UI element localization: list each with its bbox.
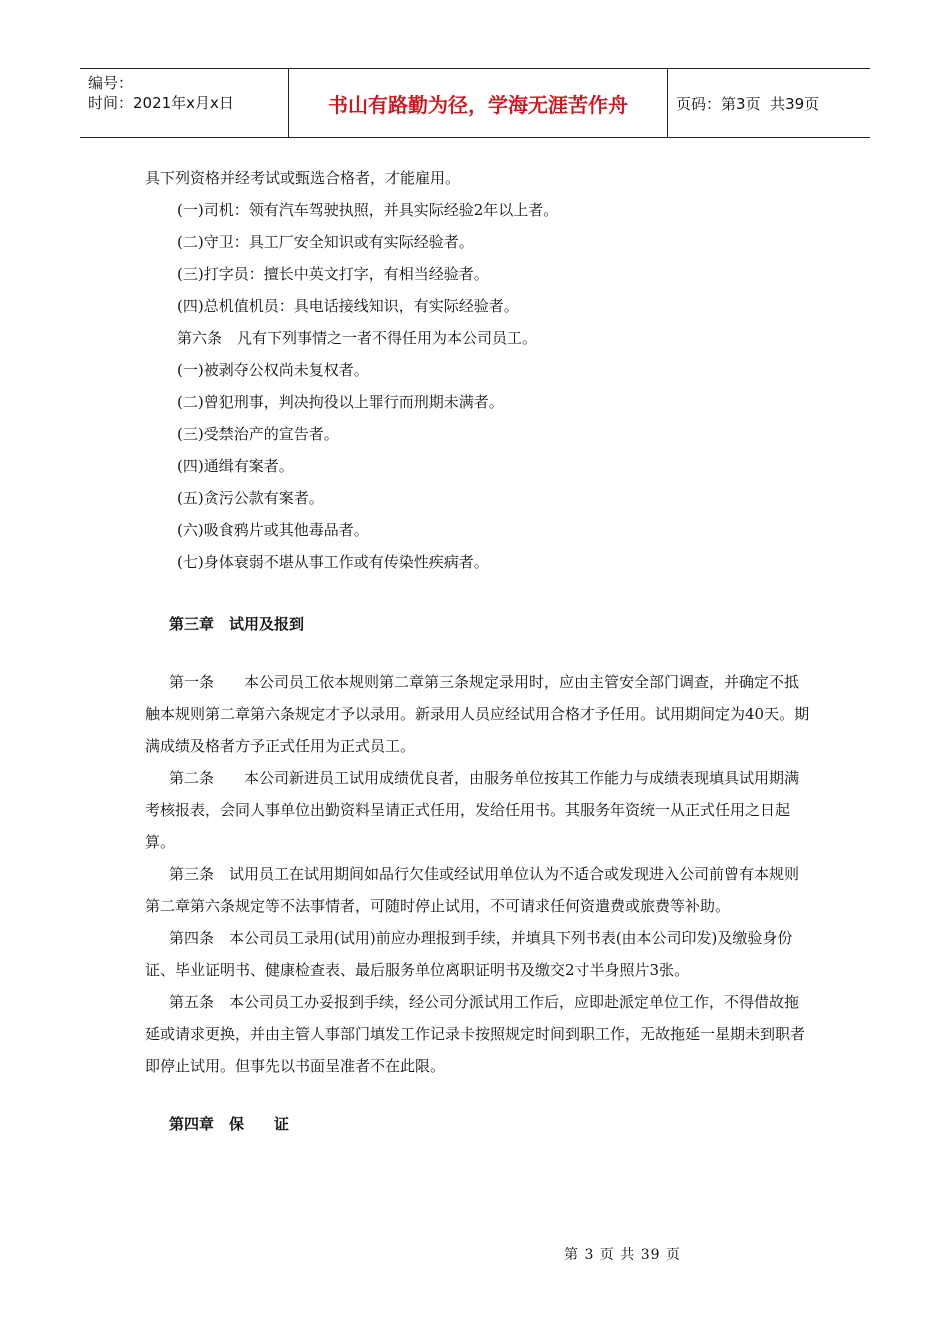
article-six: 第六条 凡有下列事情之一者不得任用为本公司员工。 xyxy=(177,329,538,347)
page-footer: 第 3 页 共 39 页 xyxy=(564,1247,681,1263)
chapter-three-article: 第三条 试用员工在试用期间如品行欠佳或经试用单位认为不适合或发现进入公司前曾有本规则第二章第六条规定等不法事情者，可随时停止试用，不可请求任何资遣费或旅费等补助。 xyxy=(145,865,800,915)
disqualification-item: (三)受禁治产的宣告者。 xyxy=(177,425,339,443)
disqualification-item: (四)通缉有案者。 xyxy=(177,457,294,475)
chapter-three-heading: 第三章 试用及报到 xyxy=(169,615,305,633)
chapter-three-article: 第一条 本公司员工依本规则第二章第三条规定录用时，应由主管安全部门调查，并确定不抵触本规则第二章第六条规定才予以录用。新录用人员应经试用合格才予任用。试用期间定为40天。期满成绩及格者方予正式任用为正式员工。 xyxy=(145,673,810,755)
disqualification-item: (六)吸食鸦片或其他毒品者。 xyxy=(177,521,369,539)
qualification-item: (四)总机值机员：具电话接线知识，有实际经验者。 xyxy=(177,297,519,315)
intro-paragraph: 具下列资格并经考试或甄选合格者，才能雇用。 xyxy=(145,169,461,187)
page-header xyxy=(80,68,870,138)
disqualification-item: (五)贪污公款有案者。 xyxy=(177,489,324,507)
document-number-label: 编号： xyxy=(88,74,134,92)
chapter-three-article: 第四条 本公司员工录用(试用)前应办理报到手续，并填具下列书表(由本公司印发)及缴验身份证、毕业证明书、健康检查表、最后服务单位离职证明书及缴交2寸半身照片3张。 xyxy=(145,929,793,979)
document-time-label: 时间：2021年x月x日 xyxy=(88,94,234,112)
qualification-item: (一)司机：领有汽车驾驶执照，并具实际经验2年以上者。 xyxy=(177,201,559,219)
disqualification-item: (一)被剥夺公权尚未复权者。 xyxy=(177,361,369,379)
disqualification-item: (七)身体衰弱不堪从事工作或有传染性疾病者。 xyxy=(177,553,489,571)
chapter-four-heading: 第四章 保 证 xyxy=(169,1115,290,1133)
header-meta xyxy=(80,69,289,137)
qualification-item: (二)守卫：具工厂安全知识或有实际经验者。 xyxy=(177,233,474,251)
header-page-info xyxy=(668,69,870,137)
header-motto: 书山有路勤为径，学海无涯苦作舟 xyxy=(289,69,668,137)
chapter-three-article: 第二条 本公司新进员工试用成绩优良者，由服务单位按其工作能力与成绩表现填具试用期满考核报表，会同人事单位出勤资料呈请正式任用，发给任用书。其服务年资统一从正式任用之日起算。 xyxy=(145,769,800,851)
qualification-item: (三)打字员：擅长中英文打字，有相当经验者。 xyxy=(177,265,489,283)
document-body xyxy=(145,162,810,1140)
chapter-three-article: 第五条 本公司员工办妥报到手续，经公司分派试用工作后，应即赴派定单位工作，不得借故拖延或请求更换，并由主管人事部门填发工作记录卡按照规定时间到职工作，无故拖延一星期未到职者即停止试用。但事先以书面呈准者不在此限。 xyxy=(145,993,806,1075)
page-info-text: 页码：第3页 共39页 xyxy=(676,94,820,113)
disqualification-item: (二)曾犯刑事，判决拘役以上罪行而刑期未满者。 xyxy=(177,393,504,411)
